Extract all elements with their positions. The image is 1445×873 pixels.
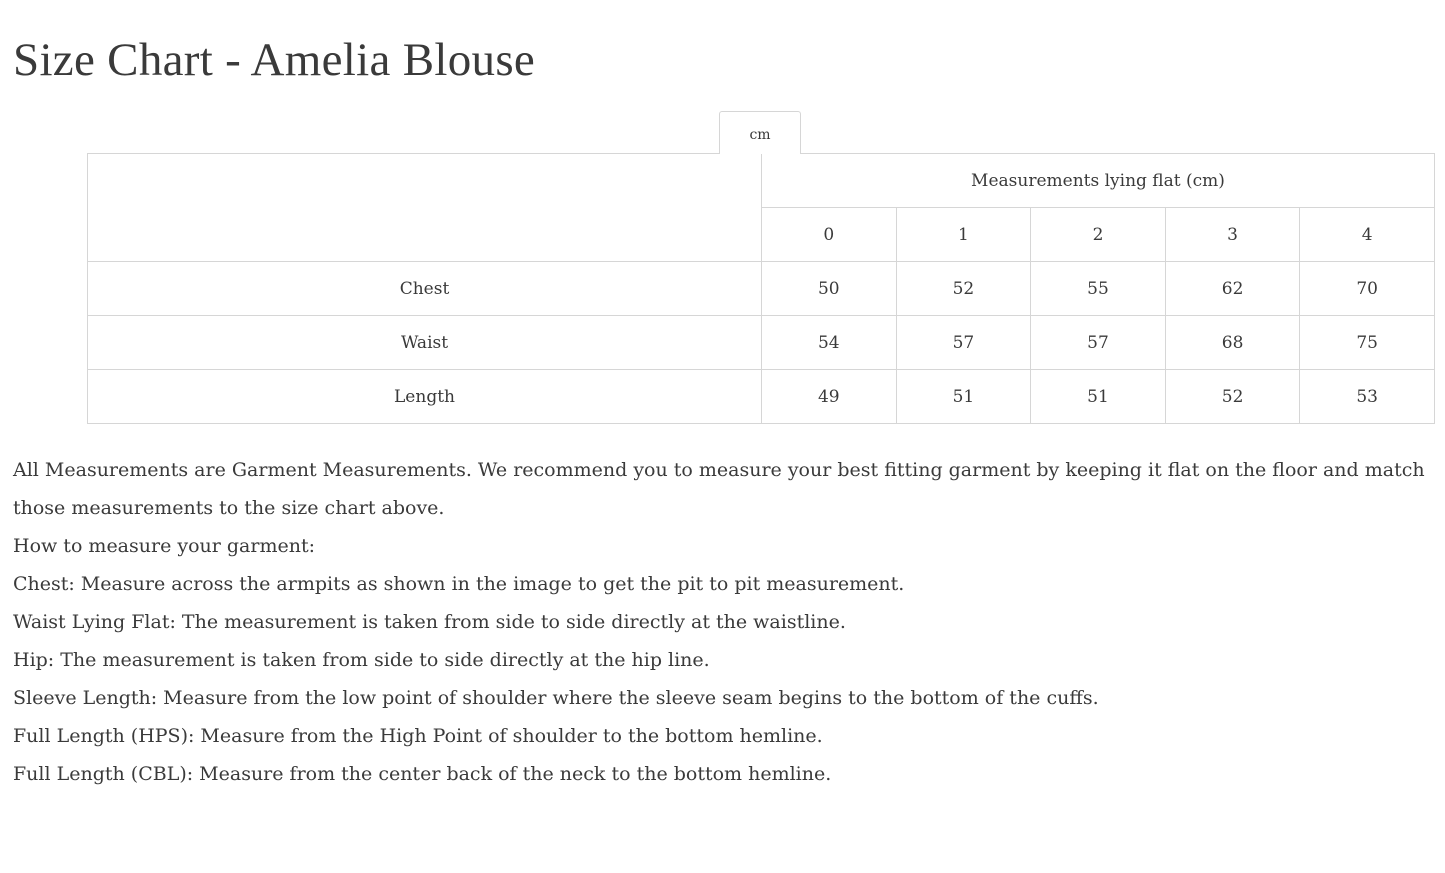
notes-waist: Waist Lying Flat: The measurement is taken from side to side directly at the waistline. bbox=[13, 611, 846, 633]
table-cell: 53 bbox=[1300, 370, 1435, 424]
measurement-notes bbox=[13, 451, 1433, 793]
table-cell: 51 bbox=[896, 370, 1031, 424]
size-header: 1 bbox=[896, 208, 1031, 262]
notes-chest: Chest: Measure across the armpits as shown in the image to get the pit to pit measurement. bbox=[13, 573, 905, 595]
table-cell: 52 bbox=[1165, 370, 1300, 424]
table-cell: 51 bbox=[1031, 370, 1166, 424]
row-label: Waist bbox=[88, 316, 762, 370]
table-row bbox=[88, 370, 1435, 424]
row-label: Chest bbox=[88, 262, 762, 316]
row-label: Length bbox=[88, 370, 762, 424]
table-cell: 54 bbox=[762, 316, 897, 370]
notes-full-length-hps: Full Length (HPS): Measure from the High Point of shoulder to the bottom hemline. bbox=[13, 725, 823, 747]
table-corner-cell bbox=[88, 154, 762, 262]
notes-sleeve: Sleeve Length: Measure from the low point of shoulder where the sleeve seam begins to the bottom of the cuffs. bbox=[13, 687, 1099, 709]
notes-how-to: How to measure your garment: bbox=[13, 535, 316, 557]
size-header: 4 bbox=[1300, 208, 1435, 262]
table-cell: 68 bbox=[1165, 316, 1300, 370]
page-title: Size Chart - Amelia Blouse bbox=[13, 34, 536, 86]
table-cell: 49 bbox=[762, 370, 897, 424]
size-header: 3 bbox=[1165, 208, 1300, 262]
table-cell: 70 bbox=[1300, 262, 1435, 316]
size-header: 0 bbox=[762, 208, 897, 262]
size-header: 2 bbox=[1031, 208, 1166, 262]
notes-intro: All Measurements are Garment Measurements. We recommend you to measure your best fitting garment by keeping it flat on the floor and match those measurements to the size chart above. bbox=[13, 459, 1425, 519]
notes-hip: Hip: The measurement is taken from side to side directly at the hip line. bbox=[13, 649, 710, 671]
table-cell: 62 bbox=[1165, 262, 1300, 316]
group-header: Measurements lying flat (cm) bbox=[762, 154, 1435, 208]
tab-cm[interactable]: cm bbox=[719, 111, 801, 154]
table-cell: 50 bbox=[762, 262, 897, 316]
table-header-row bbox=[88, 154, 1435, 208]
notes-full-length-cbl: Full Length (CBL): Measure from the center back of the neck to the bottom hemline. bbox=[13, 763, 832, 785]
table-cell: 52 bbox=[896, 262, 1031, 316]
table-row bbox=[88, 262, 1435, 316]
size-chart-table bbox=[87, 153, 1435, 424]
table-cell: 57 bbox=[1031, 316, 1166, 370]
unit-tabs bbox=[719, 111, 801, 155]
table-cell: 57 bbox=[896, 316, 1031, 370]
table-row bbox=[88, 316, 1435, 370]
table-cell: 75 bbox=[1300, 316, 1435, 370]
table-cell: 55 bbox=[1031, 262, 1166, 316]
